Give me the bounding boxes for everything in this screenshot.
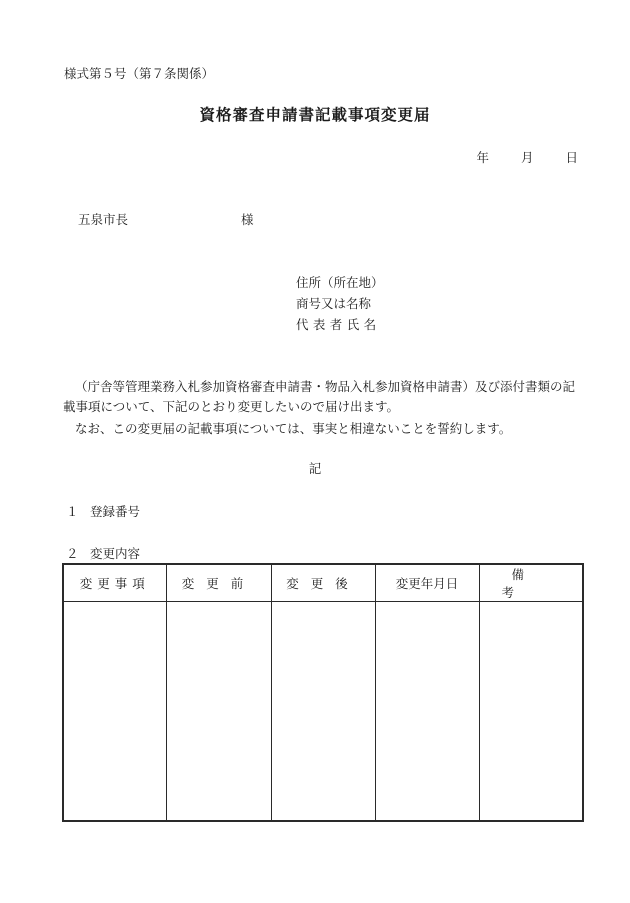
- header-change-item: 変更事項: [63, 564, 166, 602]
- ki-heading: 記: [308, 461, 322, 476]
- header-change-date: 変更年月日: [375, 564, 479, 602]
- table-header-row: [63, 564, 583, 602]
- item-label: 登録番号: [90, 504, 141, 519]
- item-number: １: [66, 504, 79, 519]
- body-paragraph-1: （庁舎等管理業務入札参加資格審査申請書・物品入札参加資格申請書）及び添付書類の記載事項について、下記のとおり変更したいので届け出ます。: [63, 379, 576, 414]
- addressee-honorific: 様: [241, 212, 254, 227]
- change-table: [62, 563, 584, 822]
- body-paragraph-2: なお、この変更届の記載事項については、事実と相違ないことを誓約します。: [75, 421, 512, 436]
- date-year: 年: [476, 150, 489, 165]
- sender-representative-label: 代表者氏名: [296, 317, 381, 332]
- sender-address-label: 住所（所在地）: [296, 275, 384, 290]
- cell-remarks[interactable]: [479, 602, 583, 822]
- sender-trade-name-label: 商号又は名称: [296, 296, 372, 311]
- document-title: 資格審査申請書記載事項変更届: [199, 105, 431, 124]
- date-day: 日: [565, 150, 578, 165]
- item-change-content: [66, 546, 140, 561]
- cell-change-date[interactable]: [375, 602, 479, 822]
- item-registration-number: [66, 504, 140, 519]
- item-label: 変更内容: [90, 546, 141, 561]
- date-month: 月: [520, 150, 534, 165]
- cell-before-change[interactable]: [166, 602, 271, 822]
- cell-change-item[interactable]: [63, 602, 166, 822]
- header-remarks: 備考: [479, 564, 583, 602]
- item-number: ２: [66, 546, 79, 561]
- date-line: [448, 150, 578, 165]
- header-before-change: 変更前: [166, 564, 271, 602]
- table-row: [63, 602, 583, 822]
- addressee-name: 五泉市長: [78, 212, 129, 227]
- form-number: 様式第５号（第７条関係）: [64, 66, 215, 81]
- cell-after-change[interactable]: [271, 602, 375, 822]
- header-after-change: 変更後: [271, 564, 375, 602]
